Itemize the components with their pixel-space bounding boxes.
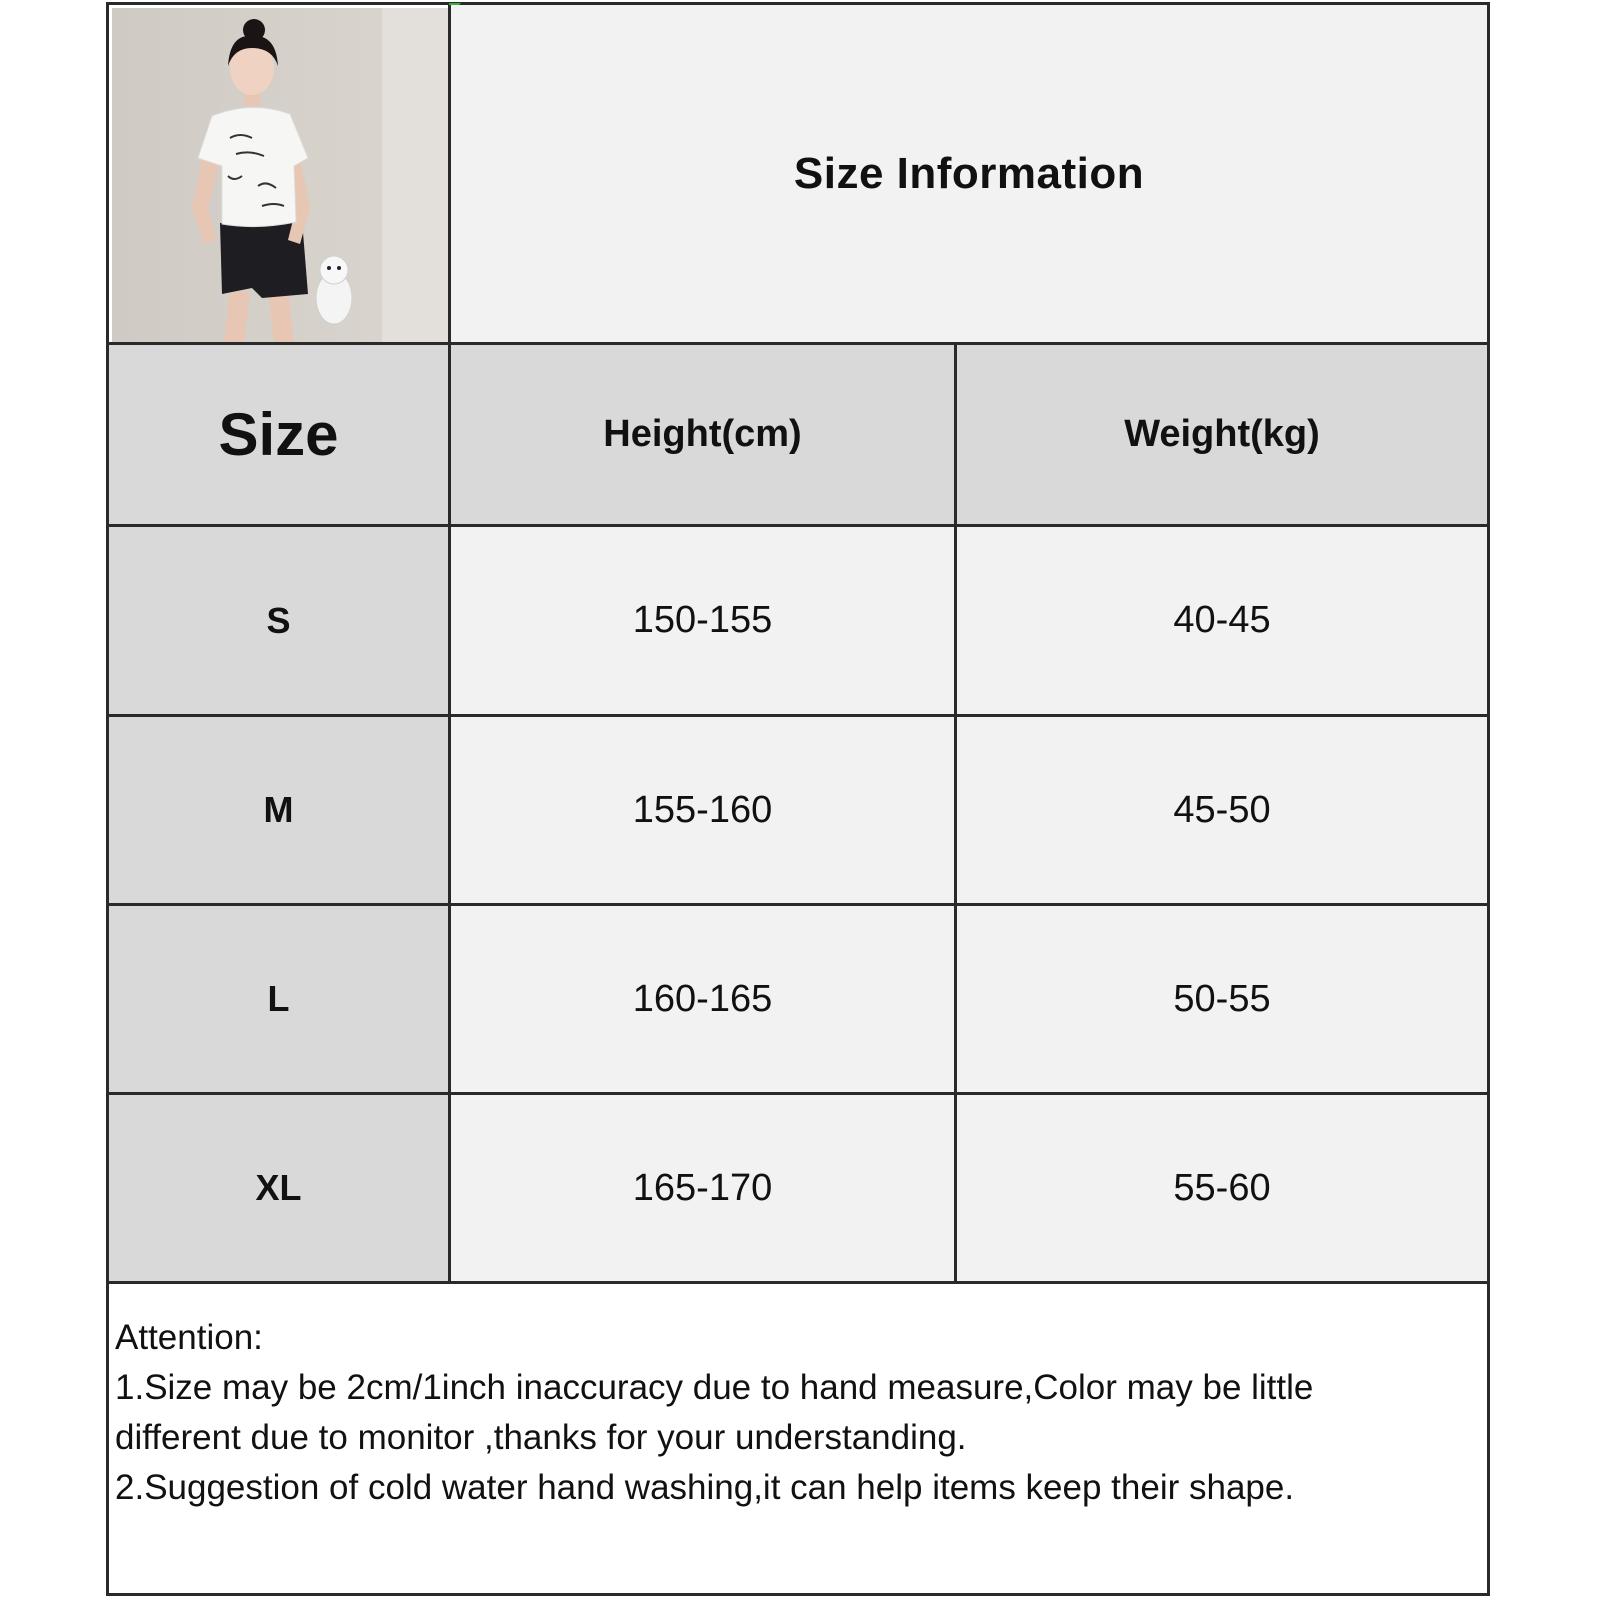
attention-notes [115,1313,1475,1513]
header-weight-cell [957,345,1487,524]
table-row-weight [957,717,1487,903]
size-chart-sheet [106,2,1490,1596]
size-value: M [263,789,294,830]
divider [109,903,1487,906]
header-height-cell [451,345,954,524]
size-value: S [266,599,291,641]
notes-heading: Attention: [115,1318,263,1357]
note-line: 1.Size may be 2cm/1inch inaccuracy due to hand measure,Color may be little [115,1368,1314,1407]
height-value: 155-160 [632,788,773,831]
model-illustration [112,8,448,342]
table-row-height [451,906,954,1092]
table-row-size [109,527,448,714]
table-row-weight [957,527,1487,714]
chart-title: Size Information [793,148,1145,198]
note-line: 2.Suggestion of cold water hand washing,it can help items keep their shape. [115,1468,1295,1507]
header-size-cell [109,345,448,524]
height-value: 150-155 [632,599,773,641]
table-row-size [109,906,448,1092]
product-photo [112,8,448,342]
table-row-height [451,1095,954,1281]
weight-value: 40-45 [1173,599,1271,641]
table-row-weight [957,1095,1487,1281]
weight-value: 50-55 [1173,977,1271,1020]
height-value: 160-165 [632,977,773,1020]
divider [109,1092,1487,1095]
title-cell [451,5,1487,342]
table-row-height [451,717,954,903]
table-row-height [451,527,954,714]
height-value: 165-170 [632,1166,773,1209]
divider [954,345,957,1284]
divider [109,1281,1487,1284]
divider [109,342,1487,345]
note-line: different due to monitor ,thanks for your understanding. [115,1418,967,1457]
header-height: Height(cm) [603,413,802,455]
header-size: Size [218,401,339,468]
divider [109,524,1487,527]
table-row-size [109,717,448,903]
weight-value: 55-60 [1173,1166,1271,1209]
size-value: XL [255,1167,302,1208]
divider [109,714,1487,717]
header-weight: Weight(kg) [1124,413,1320,455]
table-row-size [109,1095,448,1281]
table-row-weight [957,906,1487,1092]
size-value: L [267,978,290,1019]
weight-value: 45-50 [1173,788,1271,831]
